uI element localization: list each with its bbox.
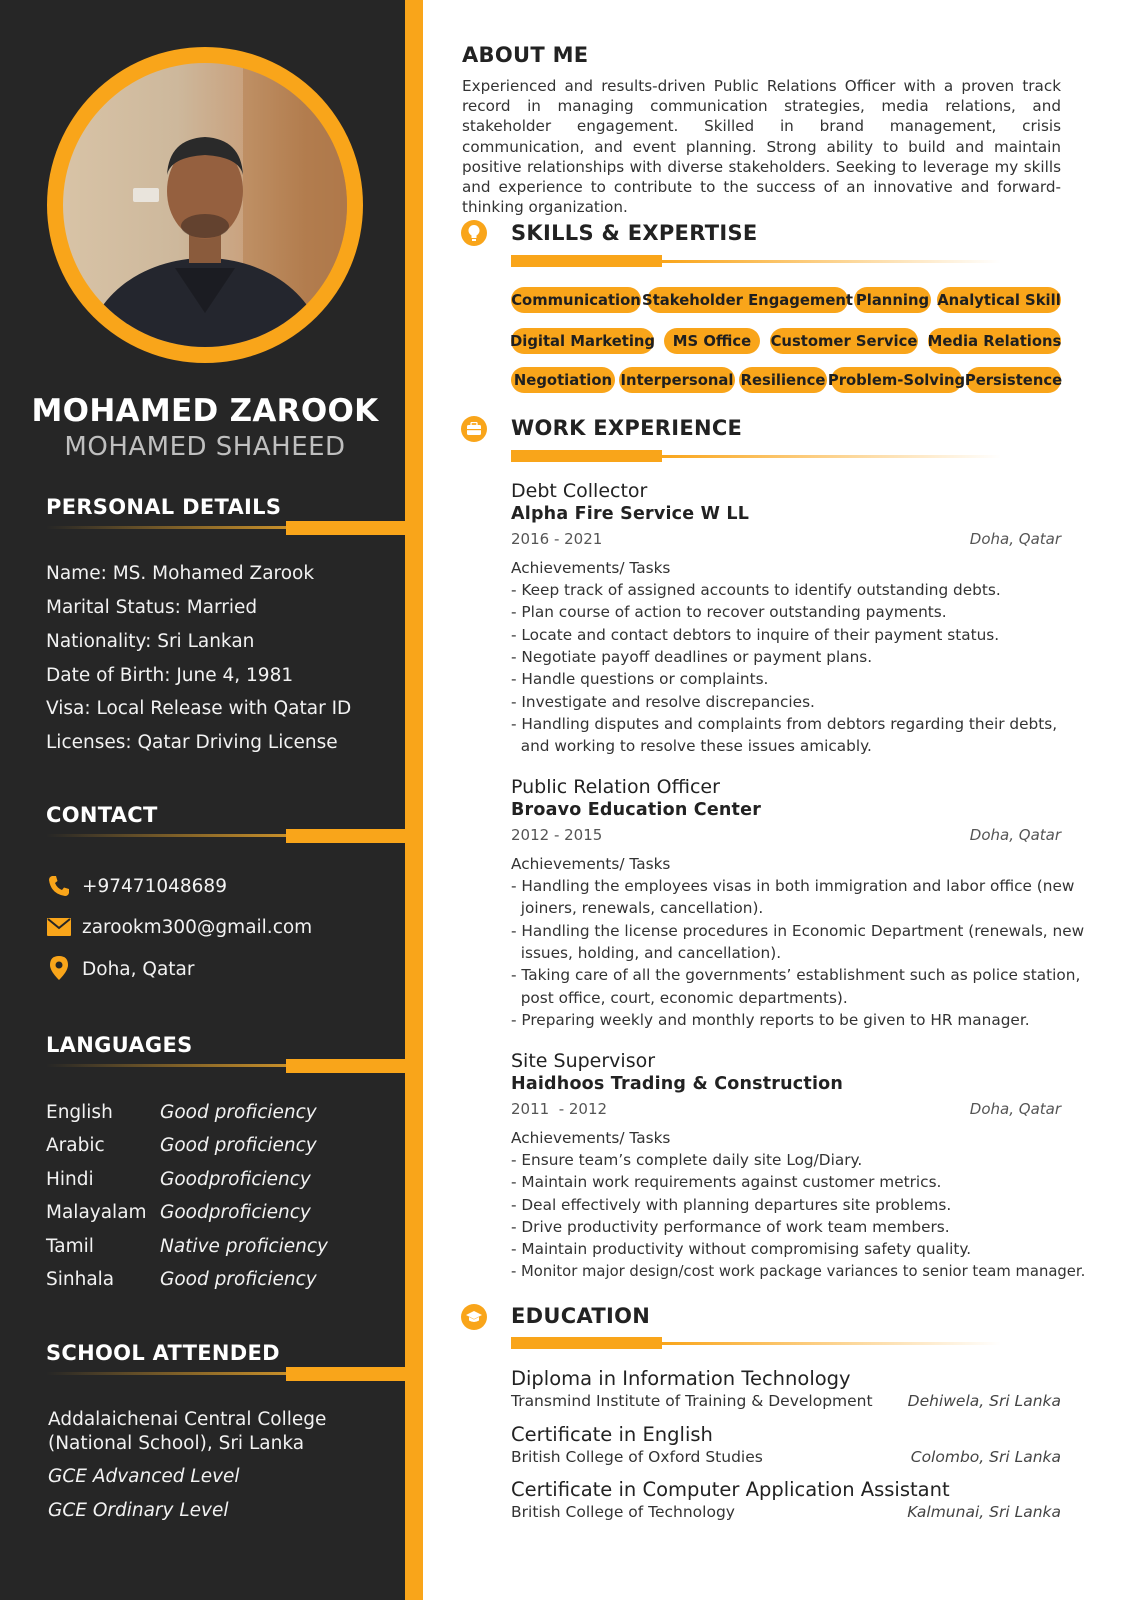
education-institution: British College of Oxford Studies (511, 1448, 763, 1466)
task-item: - Handling the license procedures in Economic Department (renewals, new (511, 922, 1085, 940)
about-paragraph: Experienced and results-driven Public Relations Officer with a proven track record in managing communication strategies, media relations, and stakeholder engagement. Skilled in brand management, crisis communication, and event planning. Strong ability to build and maintain positive relationships with diverse stakeholders. Seeking to leverage my skills and experience to contribute to the success of an innovative and forward-thinking organization. (462, 77, 1061, 217)
skill-pill: Customer Service (770, 328, 918, 354)
task-item: and working to resolve these issues amicably. (511, 737, 872, 755)
skill-pill: Planning (854, 287, 931, 313)
job-location: Doha, Qatar (969, 1100, 1061, 1118)
task-item: - Handle questions or complaints. (511, 670, 769, 688)
map-pin-icon (46, 956, 72, 982)
language-row (46, 1202, 311, 1223)
education-title: Certificate in Computer Application Assistant (511, 1478, 950, 1501)
envelope-icon (46, 914, 72, 940)
task-item: - Negotiate payoff deadlines or payment plans. (511, 648, 873, 666)
language-name: Arabic (46, 1135, 105, 1156)
job-years: 2012 - 2015 (511, 826, 603, 844)
task-item: - Plan course of action to recover outstanding payments. (511, 603, 947, 621)
language-name: Hindi (46, 1169, 94, 1190)
job-years: 2016 - 2021 (511, 530, 603, 548)
language-level: Goodproficiency (160, 1202, 311, 1223)
contact-rule (46, 829, 405, 843)
task-item: joiners, renewals, cancellation). (511, 899, 764, 917)
skill-pill: Problem-Solving (831, 367, 962, 393)
about-heading: ABOUT ME (462, 43, 589, 67)
skill-pill: Stakeholder Engagement (647, 287, 848, 313)
job-title: Public Relation Officer (511, 776, 720, 798)
language-row (46, 1236, 328, 1257)
language-level: Goodproficiency (160, 1169, 311, 1190)
work-heading: WORK EXPERIENCE (511, 416, 743, 440)
contact-heading: CONTACT (46, 803, 158, 827)
task-item: - Handling the employees visas in both immigration and labor office (new (511, 877, 1075, 895)
language-name: Malayalam (46, 1202, 147, 1223)
skill-pill: MS Office (664, 328, 760, 354)
tasks-heading: Achievements/ Tasks (511, 1129, 671, 1147)
education-heading: EDUCATION (511, 1304, 651, 1328)
name-secondary: MOHAMED SHAHEED (64, 432, 346, 462)
detail-nationality: Nationality: Sri Lankan (46, 631, 255, 652)
task-item: - Investigate and resolve discrepancies. (511, 693, 815, 711)
language-row (46, 1269, 317, 1290)
detail-name: Name: MS. Mohamed Zarook (46, 563, 315, 584)
task-item: - Ensure team’s complete daily site Log/Diary. (511, 1151, 863, 1169)
contact-phone[interactable] (46, 873, 227, 899)
task-item: - Drive productivity performance of work team members. (511, 1218, 950, 1236)
contact-email[interactable] (46, 914, 312, 940)
skill-pill: Analytical Skill (937, 287, 1061, 313)
language-row (46, 1169, 311, 1190)
job-company: Haidhoos Trading & Construction (511, 1074, 844, 1094)
education-institution: Transmind Institute of Training & Development (511, 1392, 873, 1410)
graduation-cap-icon (461, 1304, 487, 1330)
job-years: 2011 - 2012 (511, 1100, 608, 1118)
task-item: - Keep track of assigned accounts to identify outstanding debts. (511, 581, 1001, 599)
education-institution: British College of Technology (511, 1503, 735, 1521)
tasks-heading: Achievements/ Tasks (511, 559, 671, 577)
job-company: Alpha Fire Service W LL (511, 504, 750, 524)
skills-heading: SKILLS & EXPERTISE (511, 221, 758, 245)
work-rule (511, 450, 1001, 462)
education-location: Kalmunai, Sri Lanka (907, 1503, 1061, 1521)
personal-details-rule (46, 521, 405, 535)
detail-licenses: Licenses: Qatar Driving License (46, 732, 338, 753)
school-level: GCE Advanced Level (48, 1466, 240, 1487)
job-title: Debt Collector (511, 480, 648, 502)
skill-pill: Communication (511, 287, 641, 313)
skill-pill: Persistence (966, 367, 1061, 393)
task-item: - Maintain work requirements against customer metrics. (511, 1173, 942, 1191)
task-item: - Deal effectively with planning departures site problems. (511, 1196, 952, 1214)
task-item: issues, holding, and cancellation). (511, 944, 782, 962)
detail-visa: Visa: Local Release with Qatar ID (46, 698, 352, 719)
tasks-heading: Achievements/ Tasks (511, 855, 671, 873)
job-location: Doha, Qatar (969, 826, 1061, 844)
briefcase-icon (461, 416, 487, 442)
phone-icon (46, 873, 72, 899)
language-level: Good proficiency (160, 1135, 317, 1156)
task-item: - Monitor major design/cost work package variances to senior team manager. (511, 1263, 1086, 1280)
school-level: GCE Ordinary Level (48, 1500, 229, 1521)
sidebar-accent-stripe (405, 0, 423, 1600)
school-name-line2: (National School), Sri Lanka (48, 1433, 305, 1454)
location-text: Doha, Qatar (82, 958, 195, 980)
skills-rule (511, 255, 1001, 267)
education-location: Colombo, Sri Lanka (910, 1448, 1061, 1466)
school-heading: SCHOOL ATTENDED (46, 1341, 280, 1365)
name-primary: MOHAMED ZAROOK (31, 393, 379, 429)
skill-pill: Interpersonal (619, 367, 735, 393)
language-name: Tamil (46, 1236, 94, 1257)
job-title: Site Supervisor (511, 1050, 656, 1072)
profile-photo-frame (47, 47, 363, 363)
task-item: - Locate and contact debtors to inquire of their payment status. (511, 626, 1000, 644)
language-level: Native proficiency (160, 1236, 328, 1257)
email-address: zarookm300@gmail.com (82, 916, 313, 938)
skill-pill: Negotiation (511, 367, 615, 393)
profile-photo (63, 63, 347, 347)
task-item: - Preparing weekly and monthly reports to be given to HR manager. (511, 1011, 1030, 1029)
language-level: Good proficiency (160, 1269, 317, 1290)
language-row (46, 1102, 317, 1123)
languages-rule (46, 1059, 405, 1073)
education-title: Diploma in Information Technology (511, 1367, 851, 1390)
language-name: Sinhala (46, 1269, 115, 1290)
task-item: post office, court, economic departments). (511, 989, 848, 1007)
skill-pill: Digital Marketing (511, 328, 654, 354)
phone-number: +97471048689 (82, 875, 227, 897)
job-company: Broavo Education Center (511, 800, 762, 820)
task-item: - Taking care of all the governments’ establishment such as police station, (511, 966, 1081, 984)
job-location: Doha, Qatar (969, 530, 1061, 548)
detail-date-of-birth: Date of Birth: June 4, 1981 (46, 665, 294, 686)
languages-heading: LANGUAGES (46, 1033, 193, 1057)
language-level: Good proficiency (160, 1102, 317, 1123)
school-rule (46, 1367, 405, 1381)
contact-location (46, 956, 194, 982)
detail-marital-status: Marital Status: Married (46, 597, 258, 618)
language-name: English (46, 1102, 113, 1123)
skill-pill: Resilience (739, 367, 827, 393)
education-title: Certificate in English (511, 1423, 713, 1446)
school-name-line1: Addalaichenai Central College (48, 1409, 327, 1430)
personal-details-heading: PERSONAL DETAILS (46, 495, 282, 519)
skill-pill: Media Relations (928, 328, 1061, 354)
task-item: - Maintain productivity without compromising safety quality. (511, 1240, 972, 1258)
education-rule (511, 1337, 1001, 1349)
lightbulb-icon (461, 220, 487, 246)
language-row (46, 1135, 317, 1156)
education-location: Dehiwela, Sri Lanka (907, 1392, 1061, 1410)
task-item: - Handling disputes and complaints from debtors regarding their debts, (511, 715, 1058, 733)
